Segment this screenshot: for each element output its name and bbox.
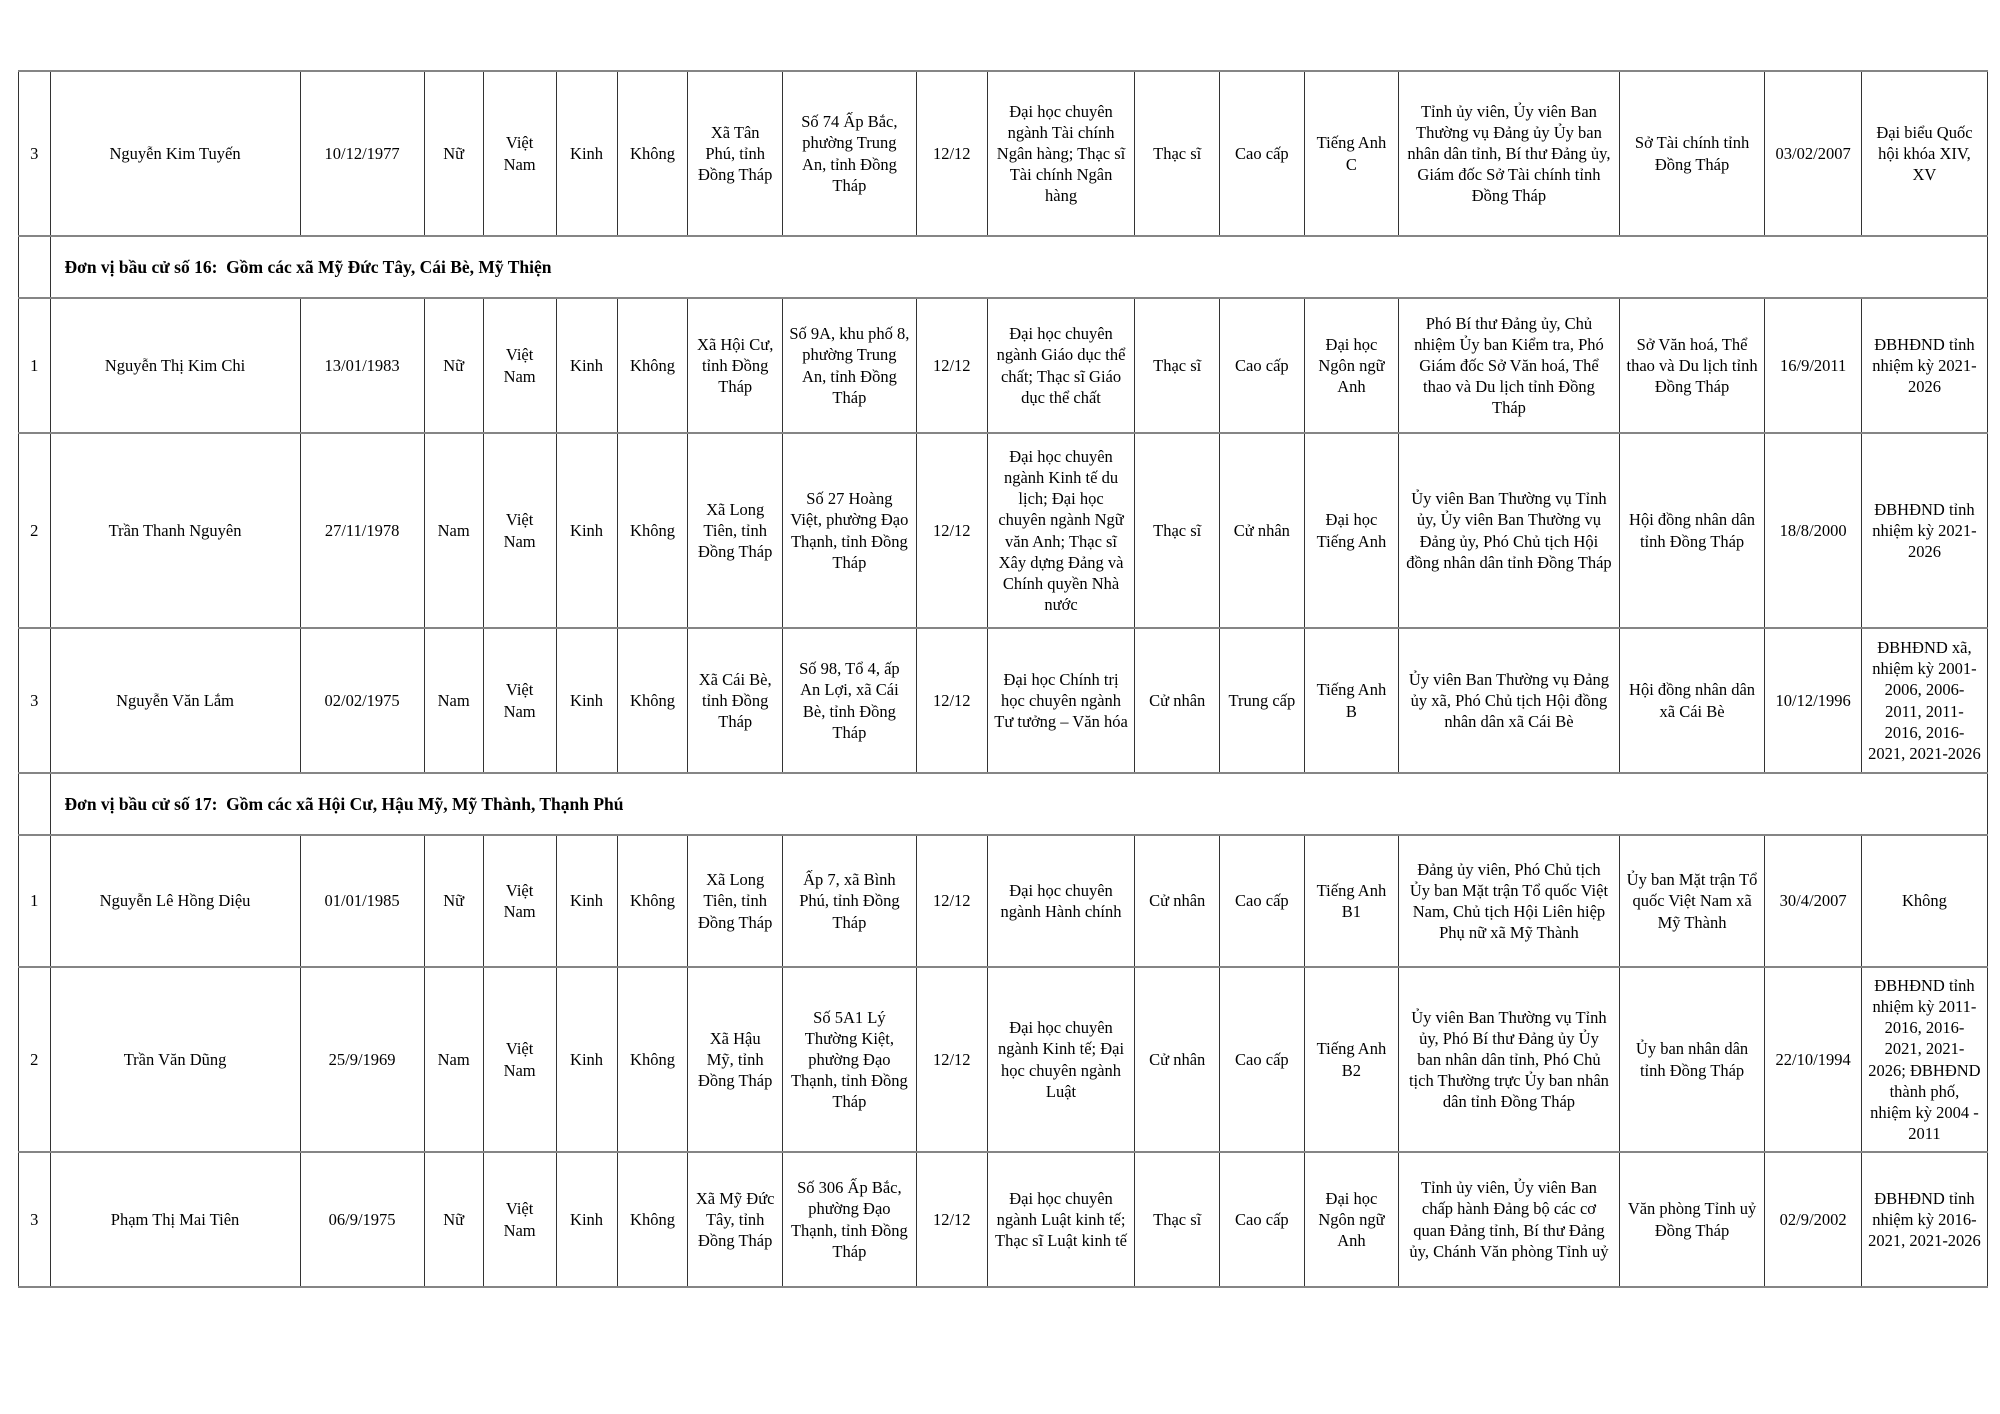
position-cell: Ủy viên Ban Thường vụ Tỉnh ủy, Ủy viên Ban Thường vụ Đảng ủy, Phó Chủ tịch Hội đồng nhân dân tỉnh Đồng Tháp [1399,433,1620,628]
election-unit-row [19,236,1988,298]
birth-date-cell: 27/11/1978 [300,433,424,628]
position-cell: Tỉnh ủy viên, Ủy viên Ban Thường vụ Đảng ủy Ủy ban nhân dân tỉnh, Bí thư Đảng ủy, Giám đốc Sở Tài chính tỉnh Đồng Tháp [1399,71,1620,236]
election-unit-header: Đơn vị bầu cử số 16: Gồm các xã Mỹ Đức Tây, Cái Bè, Mỹ Thiện [50,236,1988,298]
birth-date-cell: 01/01/1985 [300,835,424,967]
ethnicity-cell: Kinh [556,298,617,433]
candidate-row [19,628,1988,773]
religion-cell: Không [617,628,688,773]
foreign-language-cell: Tiếng Anh B [1304,628,1399,773]
political-theory-cell: Cao cấp [1220,967,1305,1152]
religion-cell: Không [617,433,688,628]
gender-cell: Nam [424,967,483,1152]
candidate-row [19,1152,1988,1287]
ethnicity-cell: Kinh [556,71,617,236]
hometown-cell: Xã Hậu Mỹ, tỉnh Đồng Tháp [688,967,783,1152]
ethnicity-cell: Kinh [556,433,617,628]
professional-education-cell: Đại học chuyên ngành Hành chính [987,835,1135,967]
birth-date-cell: 13/01/1983 [300,298,424,433]
party-date-cell: 16/9/2011 [1765,298,1861,433]
religion-cell: Không [617,1152,688,1287]
residence-cell: Số 306 Ấp Bắc, phường Đạo Thạnh, tỉnh Đồng Tháp [782,1152,916,1287]
foreign-language-cell: Đại học Ngôn ngữ Anh [1304,298,1399,433]
candidate-table [18,70,1988,1288]
workplace-cell: Hội đồng nhân dân xã Cái Bè [1619,628,1765,773]
full-name-cell: Nguyễn Kim Tuyến [50,71,300,236]
candidate-table-body [19,71,1988,1287]
index-cell: 3 [19,71,51,236]
academic-degree-cell: Cử nhân [1135,835,1220,967]
nationality-cell: Việt Nam [483,835,556,967]
hometown-cell: Xã Tân Phú, tỉnh Đồng Tháp [688,71,783,236]
hometown-cell: Xã Cái Bè, tỉnh Đồng Tháp [688,628,783,773]
candidate-row [19,433,1988,628]
foreign-language-cell: Đại học Tiếng Anh [1304,433,1399,628]
professional-education-cell: Đại học chuyên ngành Tài chính Ngân hàng; Thạc sĩ Tài chính Ngân hàng [987,71,1135,236]
hometown-cell: Xã Mỹ Đức Tây, tỉnh Đồng Tháp [688,1152,783,1287]
academic-degree-cell: Thạc sĩ [1135,298,1220,433]
political-theory-cell: Cao cấp [1220,71,1305,236]
professional-education-cell: Đại học chuyên ngành Giáo dục thể chất; Thạc sĩ Giáo dục thể chất [987,298,1135,433]
index-cell: 1 [19,835,51,967]
political-theory-cell: Cử nhân [1220,433,1305,628]
birth-date-cell: 02/02/1975 [300,628,424,773]
general-education-cell: 12/12 [916,1152,987,1287]
index-cell: 2 [19,433,51,628]
index-cell: 3 [19,1152,51,1287]
academic-degree-cell: Cử nhân [1135,628,1220,773]
ethnicity-cell: Kinh [556,835,617,967]
party-date-cell: 02/9/2002 [1765,1152,1861,1287]
full-name-cell: Trần Thanh Nguyên [50,433,300,628]
delegate-status-cell: ĐBHĐND xã, nhiệm kỳ 2001-2006, 2006-2011, 2011-2016, 2016-2021, 2021-2026 [1861,628,1987,773]
candidate-row [19,835,1988,967]
birth-date-cell: 06/9/1975 [300,1152,424,1287]
workplace-cell: Sở Tài chính tỉnh Đồng Tháp [1619,71,1765,236]
residence-cell: Số 74 Ấp Bắc, phường Trung An, tỉnh Đồng Tháp [782,71,916,236]
nationality-cell: Việt Nam [483,967,556,1152]
full-name-cell: Phạm Thị Mai Tiên [50,1152,300,1287]
nationality-cell: Việt Nam [483,1152,556,1287]
general-education-cell: 12/12 [916,71,987,236]
religion-cell: Không [617,835,688,967]
religion-cell: Không [617,71,688,236]
ethnicity-cell: Kinh [556,628,617,773]
gender-cell: Nữ [424,71,483,236]
hometown-cell: Xã Long Tiên, tỉnh Đồng Tháp [688,433,783,628]
academic-degree-cell: Thạc sĩ [1135,433,1220,628]
residence-cell: Ấp 7, xã Bình Phú, tỉnh Đồng Tháp [782,835,916,967]
professional-education-cell: Đại học chuyên ngành Kinh tế du lịch; Đại học chuyên ngành Ngữ văn Anh; Thạc sĩ Xây dựng Đảng và Chính quyền Nhà nước [987,433,1135,628]
gender-cell: Nam [424,628,483,773]
workplace-cell: Sở Văn hoá, Thể thao và Du lịch tỉnh Đồng Tháp [1619,298,1765,433]
party-date-cell: 30/4/2007 [1765,835,1861,967]
ethnicity-cell: Kinh [556,967,617,1152]
foreign-language-cell: Tiếng Anh C [1304,71,1399,236]
general-education-cell: 12/12 [916,298,987,433]
gender-cell: Nữ [424,298,483,433]
professional-education-cell: Đại học Chính trị học chuyên ngành Tư tưởng – Văn hóa [987,628,1135,773]
table-sheet [18,70,1988,1288]
foreign-language-cell: Đại học Ngôn ngữ Anh [1304,1152,1399,1287]
ethnicity-cell: Kinh [556,1152,617,1287]
candidate-row [19,298,1988,433]
foreign-language-cell: Tiếng Anh B2 [1304,967,1399,1152]
gender-cell: Nữ [424,1152,483,1287]
party-date-cell: 18/8/2000 [1765,433,1861,628]
gender-cell: Nam [424,433,483,628]
delegate-status-cell: ĐBHĐND tỉnh nhiệm kỳ 2021-2026 [1861,433,1987,628]
residence-cell: Số 27 Hoàng Việt, phường Đạo Thạnh, tỉnh Đồng Tháp [782,433,916,628]
full-name-cell: Trần Văn Dũng [50,967,300,1152]
position-cell: Ủy viên Ban Thường vụ Tỉnh ủy, Phó Bí thư Đảng ủy Ủy ban nhân dân tỉnh, Phó Chủ tịch Thường trực Ủy ban nhân dân tỉnh Đồng Tháp [1399,967,1620,1152]
religion-cell: Không [617,967,688,1152]
position-cell: Phó Bí thư Đảng ủy, Chủ nhiệm Ủy ban Kiểm tra, Phó Giám đốc Sở Văn hoá, Thể thao và Du lịch tỉnh Đồng Tháp [1399,298,1620,433]
professional-education-cell: Đại học chuyên ngành Luật kinh tế; Thạc sĩ Luật kinh tế [987,1152,1135,1287]
delegate-status-cell: ĐBHĐND tỉnh nhiệm kỳ 2011-2016, 2016-2021, 2021-2026; ĐBHĐND thành phố, nhiệm kỳ 2004 - 2011 [1861,967,1987,1152]
birth-date-cell: 10/12/1977 [300,71,424,236]
full-name-cell: Nguyễn Thị Kim Chi [50,298,300,433]
index-cell: 3 [19,628,51,773]
nationality-cell: Việt Nam [483,433,556,628]
position-cell: Đảng ủy viên, Phó Chủ tịch Ủy ban Mặt trận Tổ quốc Việt Nam, Chủ tịch Hội Liên hiệp Phụ nữ xã Mỹ Thành [1399,835,1620,967]
candidate-row [19,967,1988,1152]
political-theory-cell: Cao cấp [1220,298,1305,433]
position-cell: Tỉnh ủy viên, Ủy viên Ban chấp hành Đảng bộ các cơ quan Đảng tỉnh, Bí thư Đảng ủy, Chánh Văn phòng Tỉnh uỷ [1399,1152,1620,1287]
residence-cell: Số 98, Tổ 4, ấp An Lợi, xã Cái Bè, tỉnh Đồng Tháp [782,628,916,773]
position-cell: Ủy viên Ban Thường vụ Đảng ủy xã, Phó Chủ tịch Hội đồng nhân dân xã Cái Bè [1399,628,1620,773]
candidate-row [19,71,1988,236]
index-cell: 2 [19,967,51,1152]
general-education-cell: 12/12 [916,433,987,628]
birth-date-cell: 25/9/1969 [300,967,424,1152]
foreign-language-cell: Tiếng Anh B1 [1304,835,1399,967]
academic-degree-cell: Thạc sĩ [1135,71,1220,236]
party-date-cell: 22/10/1994 [1765,967,1861,1152]
nationality-cell: Việt Nam [483,298,556,433]
election-unit-header: Đơn vị bầu cử số 17: Gồm các xã Hội Cư, Hậu Mỹ, Mỹ Thành, Thạnh Phú [50,773,1988,835]
section-blank-cell [19,236,51,298]
section-blank-cell [19,773,51,835]
academic-degree-cell: Cử nhân [1135,967,1220,1152]
party-date-cell: 03/02/2007 [1765,71,1861,236]
gender-cell: Nữ [424,835,483,967]
delegate-status-cell: Không [1861,835,1987,967]
residence-cell: Số 5A1 Lý Thường Kiệt, phường Đạo Thạnh, tỉnh Đồng Tháp [782,967,916,1152]
workplace-cell: Ủy ban nhân dân tỉnh Đồng Tháp [1619,967,1765,1152]
full-name-cell: Nguyễn Văn Lắm [50,628,300,773]
nationality-cell: Việt Nam [483,628,556,773]
delegate-status-cell: ĐBHĐND tỉnh nhiệm kỳ 2021-2026 [1861,298,1987,433]
nationality-cell: Việt Nam [483,71,556,236]
general-education-cell: 12/12 [916,967,987,1152]
full-name-cell: Nguyễn Lê Hồng Diệu [50,835,300,967]
political-theory-cell: Trung cấp [1220,628,1305,773]
academic-degree-cell: Thạc sĩ [1135,1152,1220,1287]
political-theory-cell: Cao cấp [1220,835,1305,967]
index-cell: 1 [19,298,51,433]
religion-cell: Không [617,298,688,433]
professional-education-cell: Đại học chuyên ngành Kinh tế; Đại học chuyên ngành Luật [987,967,1135,1152]
delegate-status-cell: Đại biểu Quốc hội khóa XIV, XV [1861,71,1987,236]
general-education-cell: 12/12 [916,628,987,773]
residence-cell: Số 9A, khu phố 8, phường Trung An, tỉnh Đồng Tháp [782,298,916,433]
workplace-cell: Ủy ban Mặt trận Tổ quốc Việt Nam xã Mỹ Thành [1619,835,1765,967]
workplace-cell: Văn phòng Tỉnh uỷ Đồng Tháp [1619,1152,1765,1287]
hometown-cell: Xã Long Tiên, tỉnh Đồng Tháp [688,835,783,967]
political-theory-cell: Cao cấp [1220,1152,1305,1287]
hometown-cell: Xã Hội Cư, tỉnh Đồng Tháp [688,298,783,433]
party-date-cell: 10/12/1996 [1765,628,1861,773]
election-unit-row [19,773,1988,835]
general-education-cell: 12/12 [916,835,987,967]
workplace-cell: Hội đồng nhân dân tỉnh Đồng Tháp [1619,433,1765,628]
delegate-status-cell: ĐBHĐND tỉnh nhiệm kỳ 2016-2021, 2021-2026 [1861,1152,1987,1287]
